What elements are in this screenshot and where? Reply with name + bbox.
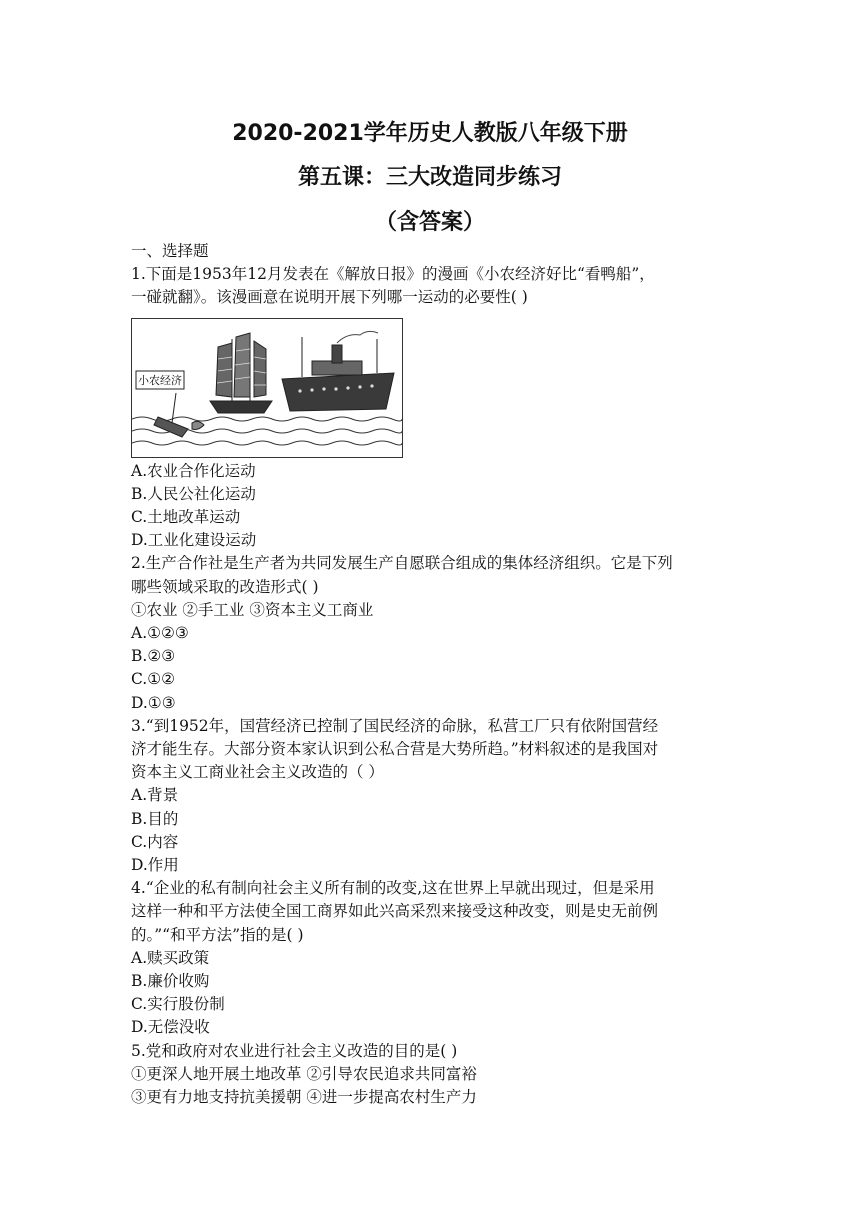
section-heading: 一、选择题: [131, 242, 209, 260]
question-2-stem-line-1: 2.生产合作社是生产者为共同发展生产自愿联合组成的集体经济组织。它是下列: [131, 554, 673, 573]
question-4-option-b: B.廉价收购: [131, 972, 210, 991]
question-3-option-d: D.作用: [131, 856, 179, 875]
question-2-option-d: D.①③: [131, 693, 176, 712]
question-4-option-d: D.无偿没收: [131, 1018, 210, 1037]
question-1-option-d: D.工业化建设运动: [131, 531, 257, 550]
question-2-stem-line-2: 哪些领域采取的改造形式( ): [131, 577, 319, 596]
question-1-stem-line-1: 1.下面是1953年12月发表在《解放日报》的漫画《小农经济好比“看鸭船”，: [131, 265, 655, 284]
question-1-option-a: A.农业合作化运动: [131, 461, 256, 480]
question-1-option-c: C.土地改革运动: [131, 508, 241, 527]
question-4-stem-line-2: 这样一种和平方法使全国工商界如此兴高采烈来接受这种改变，则是史无前例: [131, 902, 659, 921]
question-2-stem-line-3: ①农业 ②手工业 ③资本主义工商业: [131, 600, 374, 619]
question-3-stem-line-3: 资本主义工商业社会主义改造的（ ）: [131, 763, 384, 782]
question-1: [131, 263, 731, 552]
question-3: [131, 715, 731, 877]
junk-sailboat: [210, 333, 272, 413]
question-3-option-a: A.背景: [131, 786, 179, 805]
question-5-stem-line-1: 5.党和政府对农业进行社会主义改造的目的是( ): [131, 1041, 458, 1060]
question-4-stem-line-3: 的。”“和平方法”指的是( ): [131, 925, 304, 944]
question-3-option-c: C.内容: [131, 832, 179, 851]
question-4-option-a: A.赎买政策: [131, 948, 210, 967]
document-subtitle: 第五课：三大改造同步练习: [297, 165, 562, 190]
question-5-stem-line-2: ①更深人地开展土地改革 ②引导农民追求共同富裕: [131, 1064, 477, 1083]
question-4-stem-line-1: 4.“企业的私有制向社会主义所有制的改变,这在世界上早就出现过，但是采用: [131, 879, 655, 898]
question-4-option-c: C.实行股份制: [131, 995, 225, 1014]
cartoon-image: [131, 318, 403, 458]
document-body: [131, 240, 731, 1109]
question-2-option-b: B.②③: [131, 647, 176, 666]
question-1-option-b: B.人民公社化运动: [131, 484, 256, 503]
question-4: [131, 877, 731, 1039]
document-title: 2020-2021学年历史人教版八年级下册: [232, 121, 628, 146]
question-3-stem-line-2: 济才能生存。大部分资本家认识到公私合营是大势所趋。”材料叙述的是我国对: [131, 740, 659, 759]
steamship: [282, 331, 394, 411]
question-3-option-b: B.目的: [131, 809, 179, 828]
cartoon-label: 小农经济: [138, 373, 182, 387]
question-5-stem-line-3: ③更有力地支持抗美援朝 ④进一步提高农村生产力: [131, 1088, 477, 1107]
question-2: [131, 552, 731, 714]
capsized-boat: [154, 393, 204, 437]
question-2-option-a: A.①②③: [131, 624, 189, 643]
question-1-stem-line-2: 一碰就翻》。该漫画意在说明开展下列哪一运动的必要性( ): [131, 288, 528, 307]
question-2-option-c: C.①②: [131, 670, 176, 689]
answer-note: （含答案）: [374, 210, 485, 235]
question-5: [131, 1040, 731, 1110]
question-3-stem-line-1: 3.“到1952年，国营经济已控制了国民经济的命脉，私营工厂只有依附国营经: [131, 716, 659, 735]
